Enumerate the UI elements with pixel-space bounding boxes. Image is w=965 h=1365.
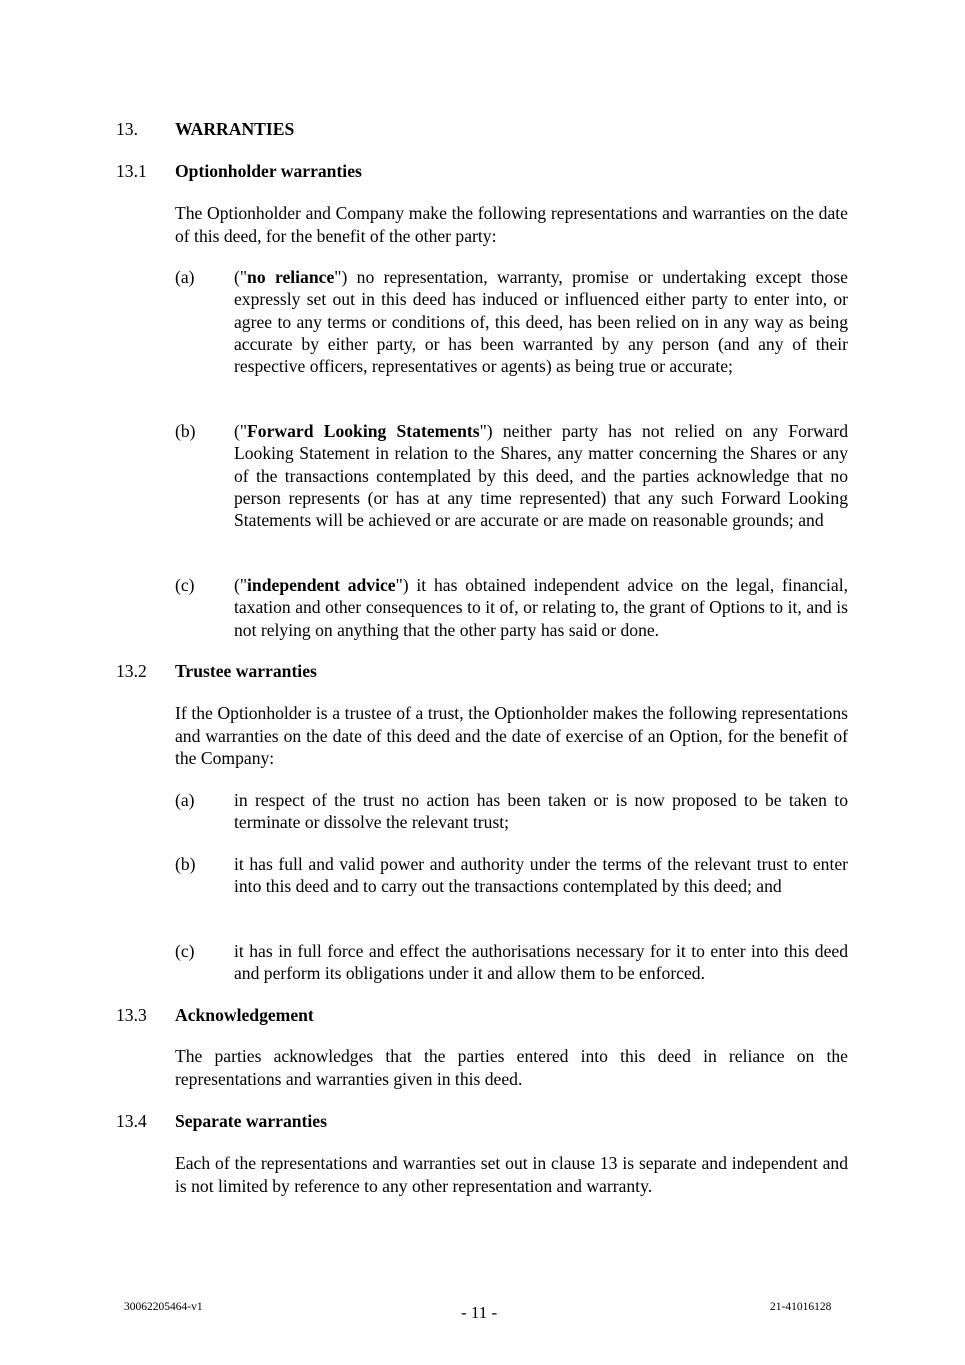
footer-matter-id: 21-41016128 bbox=[770, 1301, 832, 1313]
item-label: (c) bbox=[175, 575, 195, 595]
clause-title: Trustee warranties bbox=[175, 661, 317, 681]
quote-open: (" bbox=[234, 575, 248, 595]
defined-term: independent advice bbox=[247, 575, 396, 595]
item-text: it has full and valid power and authority under the terms of the relevant trust to enter into this deed and to carry out the transactions contemplated by this deed; and bbox=[234, 854, 848, 897]
item-text: it has obtained independent advice on the legal, financial, taxation and other consequences to it of, or relating to, the grant of Options to it, and is not relying on anything that the other party has said or done. bbox=[234, 575, 848, 640]
page-number: - 11 - bbox=[461, 1303, 498, 1322]
item-text: it has in full force and effect the authorisations necessary for it to enter into this deed and perform its obligations under it and allow them to be enforced. bbox=[234, 941, 848, 984]
clause-13-4-body: Each of the representations and warranties set out in clause 13 is separate and independent and is not limited by reference to any other representation and warranty. bbox=[175, 1153, 848, 1196]
defined-term: Forward Looking Statements bbox=[247, 421, 480, 441]
clause-13-2-item-b bbox=[175, 853, 848, 898]
clause-title: Separate warranties bbox=[175, 1111, 327, 1131]
quote-open: (" bbox=[234, 267, 248, 287]
quote-open: (" bbox=[234, 421, 248, 441]
item-label: (a) bbox=[175, 790, 195, 810]
item-text: neither party has not relied on any Forward Looking Statement in relation to the Shares, any matter concerning the Shares or any of the transactions contemplated by this deed, and the parties acknowledge that no person represents (or has at any time represented) that any such Forward Looking Statements will be achieved or are accurate or are made on reasonable grounds; and bbox=[234, 421, 848, 531]
clause-13-2-intro: If the Optionholder is a trustee of a trust, the Optionholder makes the following representations and warranties on the date of this deed and the date of exercise of an Option, for the benefit of the Company: bbox=[175, 703, 848, 768]
section-number: 13. bbox=[116, 119, 138, 139]
footer-doc-id: 30062205464-v1 bbox=[124, 1301, 203, 1313]
item-label: (a) bbox=[175, 267, 195, 287]
clause-13-1-item-c bbox=[175, 574, 848, 641]
clause-title: Acknowledgement bbox=[175, 1005, 314, 1025]
section-title: WARRANTIES bbox=[175, 119, 295, 139]
clause-title: Optionholder warranties bbox=[175, 161, 362, 181]
quote-close: ") bbox=[395, 575, 409, 595]
item-label: (b) bbox=[175, 854, 196, 874]
clause-number: 13.1 bbox=[116, 161, 147, 181]
quote-close: ") bbox=[334, 267, 348, 287]
item-label: (c) bbox=[175, 941, 195, 961]
quote-close: ") bbox=[479, 421, 493, 441]
clause-13-2-item-c bbox=[175, 940, 848, 985]
clause-13-3-body: The parties acknowledges that the parties entered into this deed in reliance on the representations and warranties given in this deed. bbox=[175, 1046, 848, 1089]
clause-number: 13.4 bbox=[116, 1111, 147, 1131]
clause-number: 13.3 bbox=[116, 1005, 147, 1025]
clause-13-1-item-a bbox=[175, 266, 848, 377]
clause-13-1-item-b bbox=[175, 420, 848, 531]
item-text: in respect of the trust no action has been taken or is now proposed to be taken to terminate or dissolve the relevant trust; bbox=[234, 790, 848, 833]
defined-term: no reliance bbox=[247, 267, 335, 287]
clause-13-2-item-a bbox=[175, 789, 848, 834]
item-label: (b) bbox=[175, 421, 196, 441]
clause-number: 13.2 bbox=[116, 661, 147, 681]
item-text: no representation, warranty, promise or undertaking except those expressly set out in this deed has induced or influenced either party to enter into, or agree to any terms or conditions of, this deed, has been relied on in any way as being accurate by either party, or has been warranted by any person (and any of their respective officers, representatives or agents) as being true or accurate; bbox=[234, 267, 848, 377]
clause-13-1-intro: The Optionholder and Company make the following representations and warranties on the date of this deed, for the benefit of the other party: bbox=[175, 203, 848, 246]
